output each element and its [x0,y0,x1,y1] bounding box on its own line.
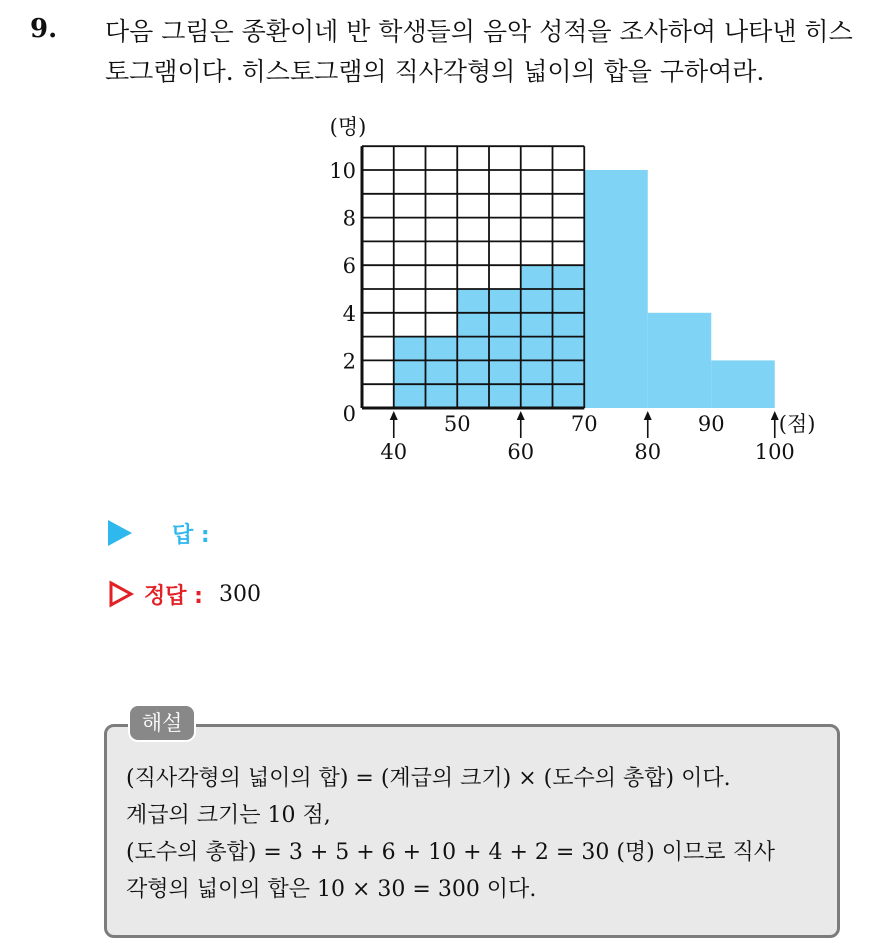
question-text: 다음 그림은 종환이네 반 학생들의 음악 성적을 조사하여 나타낸 히스토그램이다. 히스토그램의 직사각형의 넓이의 합을 구하여라. [105,17,853,86]
question-number: 9. [30,14,58,44]
correct-answer-label: 정답 : [144,583,203,609]
x-tick-label: 90 [697,412,725,436]
y-tick-label: 10 [329,159,356,183]
histogram-chart [322,112,816,472]
correct-answer-value: 300 [218,581,261,607]
explanation-line: 각형의 넓이의 합은 10 × 30 = 300 이다. [126,877,537,902]
y-tick-label: 4 [342,301,356,326]
x-tick-arrow-head [390,411,398,420]
explanation-line: (도수의 총합) = 3 + 5 + 6 + 10 + 4 + 2 = 30 (명) 이므로 직사 [126,840,775,865]
answer-row [108,515,226,551]
correct-answer-row [108,576,261,612]
answer-label: 답 : [172,522,210,548]
explanation-text [126,760,826,908]
outline-triangle-icon [108,580,134,608]
explanation-line: 계급의 크기는 10 점, [126,803,331,828]
x-tick-arrow-head [644,411,652,420]
x-tick-label: 60 [507,440,535,464]
histogram-bar [584,170,648,408]
x-unit-label: (점) [778,412,816,436]
y-tick-label: 6 [342,254,356,279]
explanation-line: (직사각형의 넓이의 합) = (계급의 크기) × (도수의 총합) 이다. [126,766,731,791]
y-tick-label: 2 [342,349,356,374]
explanation-tag: 해설 [128,704,196,742]
x-tick-label: 100 [754,440,795,464]
x-tick-label: 80 [634,440,662,464]
play-triangle-icon [108,520,132,546]
histogram-bar [648,313,712,408]
x-tick-label: 40 [380,440,408,464]
y-unit-label: (명) [329,115,367,140]
x-tick-arrow-head [771,411,779,420]
x-tick-arrow-head [517,411,525,420]
y-tick-label: 0 [342,402,356,426]
x-tick-label: 70 [570,412,598,436]
histogram-bar [711,360,775,408]
x-tick-label: 50 [443,412,471,436]
y-tick-label: 8 [342,206,356,231]
